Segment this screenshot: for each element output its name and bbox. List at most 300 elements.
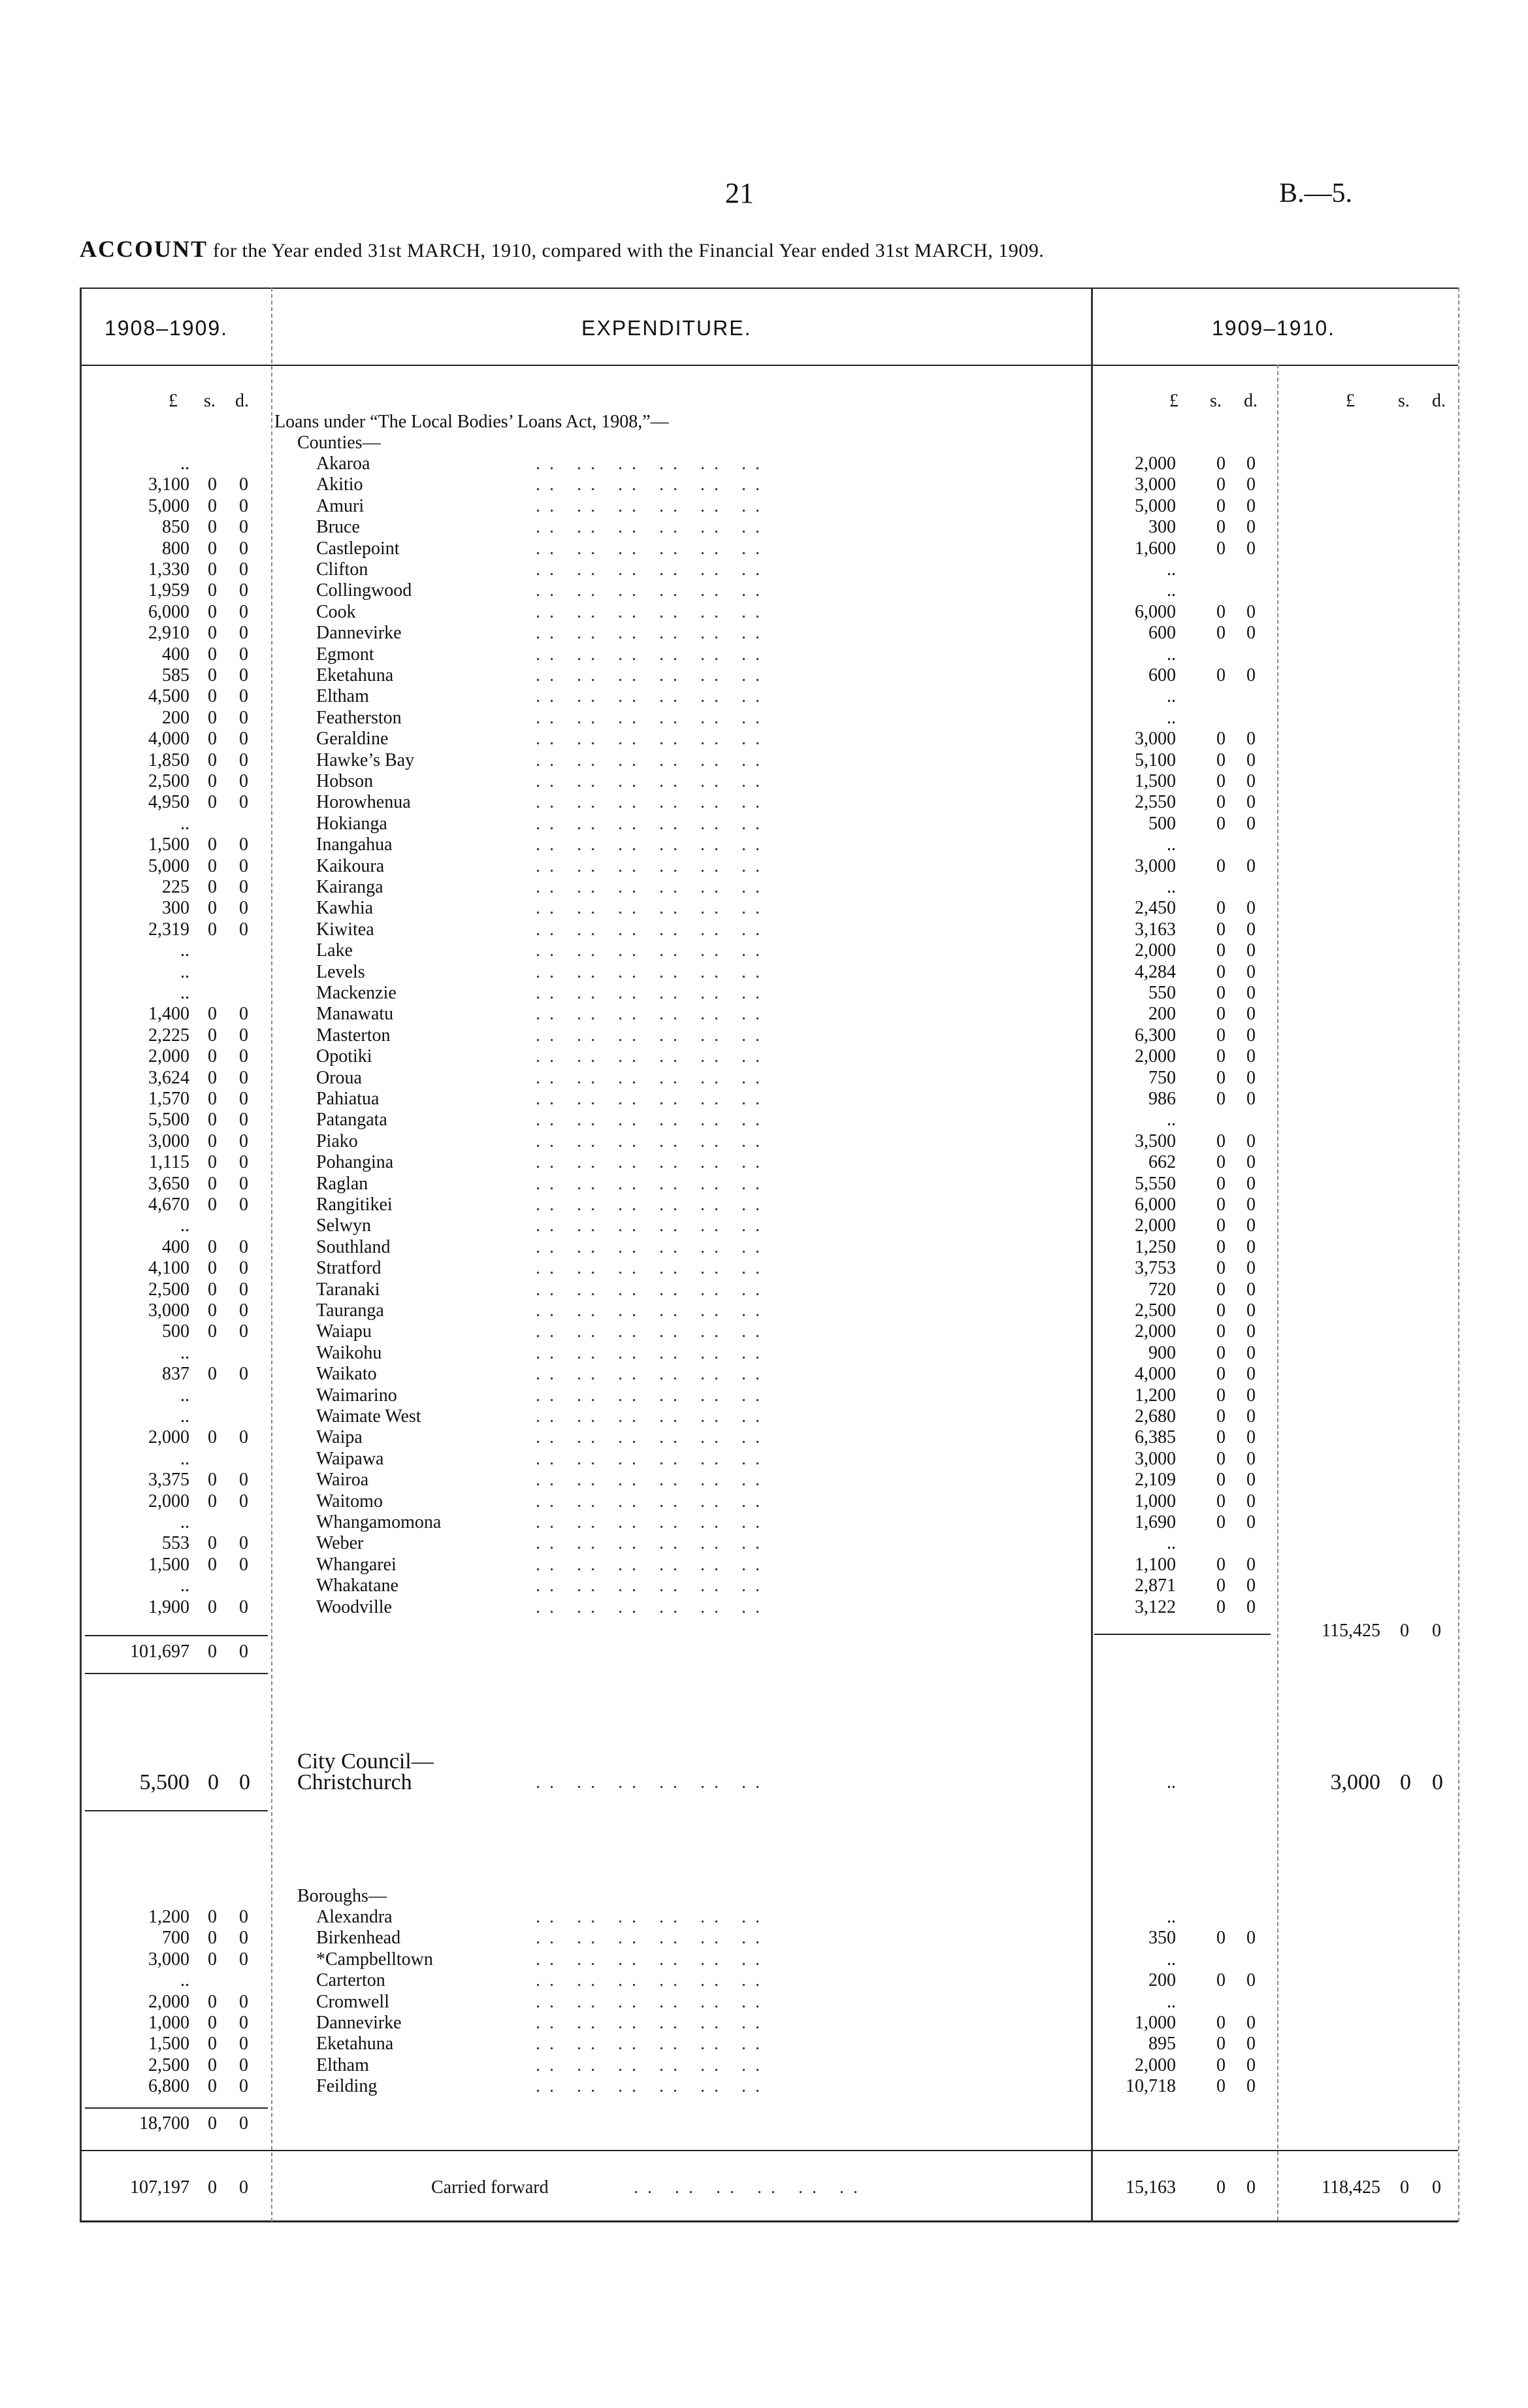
loans-heading: Loans under “The Local Bodies’ Loans Act, 1908,”—	[274, 412, 669, 432]
prev-pounds: 2,910	[148, 623, 189, 644]
dot-leader: .. .. .. .. .. ..	[536, 1491, 769, 1511]
county-row	[0, 983, 1528, 1004]
county-row	[0, 856, 1528, 877]
county-row	[0, 1533, 1528, 1554]
curr-pounds: 2,000	[1135, 1046, 1176, 1067]
prev-pounds: 1,115	[149, 1152, 189, 1173]
prev-pence: 0	[239, 834, 248, 855]
curr-pence: 0	[1246, 538, 1256, 559]
curr-pence: 0	[1246, 961, 1256, 982]
counties-total-prev-pounds: 101,697	[130, 1641, 189, 1662]
prev-pounds: 6,000	[148, 601, 189, 622]
curr-pounds: 200	[1148, 1970, 1176, 1991]
city-row	[0, 1772, 1528, 1793]
prev-pence: 0	[239, 686, 248, 707]
curr-shillings: 0	[1216, 1385, 1226, 1406]
curr-pence: 0	[1246, 1195, 1256, 1215]
dot-leader: .. .. .. .. .. ..	[536, 1596, 769, 1617]
prev-shillings: 0	[208, 1991, 217, 2012]
prev-pounds: ..	[180, 1342, 189, 1363]
dot-leader: .. .. .. .. .. ..	[536, 1554, 769, 1575]
city-prev-shillings: 0	[208, 1770, 219, 1794]
dot-leader: .. .. .. .. .. ..	[536, 580, 769, 601]
county-row	[0, 1385, 1528, 1406]
prev-shillings: 0	[208, 2034, 217, 2054]
curr-pence: 0	[1246, 1596, 1256, 1617]
curr-shillings: 0	[1216, 2013, 1226, 2033]
curr-pounds: 1,690	[1135, 1512, 1176, 1532]
curr-pence: 0	[1246, 1575, 1256, 1596]
prev-shillings: 0	[208, 1470, 217, 1491]
prev-pence: 0	[239, 1130, 248, 1151]
prev-shillings: 0	[208, 834, 217, 855]
prev-pounds: ..	[180, 454, 189, 474]
unit-pence-prev: d.	[235, 391, 249, 411]
curr-pence: 0	[1246, 1427, 1256, 1448]
prev-shillings: 0	[208, 559, 217, 580]
county-row	[0, 644, 1528, 665]
curr-shillings: 0	[1216, 961, 1226, 982]
prev-pence: 0	[239, 601, 248, 622]
curr-pounds: ..	[1167, 559, 1176, 580]
curr-pence: 0	[1246, 898, 1256, 919]
county-row	[0, 1364, 1528, 1385]
item-name: Waikato	[316, 1364, 377, 1385]
prev-pounds: ..	[180, 1215, 189, 1236]
curr-shillings: 0	[1216, 1554, 1226, 1575]
counties-total-curr-pence: 0	[1432, 1621, 1441, 1641]
counties-total-curr-shillings: 0	[1400, 1621, 1409, 1641]
dot-leader: .. .. .. .. .. ..	[536, 2013, 769, 2033]
curr-pounds: 5,550	[1135, 1173, 1176, 1194]
header-prev-year: 1908–1909.	[105, 316, 229, 340]
county-row	[0, 792, 1528, 813]
prev-shillings: 0	[208, 580, 217, 601]
item-name: Lake	[316, 940, 353, 961]
dot-leader: .. .. .. .. .. ..	[536, 1195, 769, 1215]
prev-pence: 0	[239, 1491, 248, 1511]
curr-pence: 0	[1246, 665, 1256, 685]
prev-shillings: 0	[208, 1004, 217, 1025]
unit-pound-prev: £	[169, 391, 178, 411]
curr-shillings: 0	[1216, 1448, 1226, 1469]
prev-pence: 0	[239, 1004, 248, 1025]
item-name: Waiapu	[316, 1321, 372, 1342]
curr-pounds: 895	[1148, 2034, 1176, 2054]
prev-pounds: 1,000	[148, 2013, 189, 2033]
curr-pounds: 3,000	[1135, 1448, 1176, 1469]
borough-row	[0, 1970, 1528, 1991]
prev-pounds: ..	[180, 1970, 189, 1991]
item-name: Opotiki	[316, 1046, 372, 1067]
dot-leader: .. .. .. .. .. ..	[536, 665, 769, 685]
page-number: 21	[725, 177, 754, 209]
curr-pence: 0	[1246, 2013, 1256, 2033]
prev-shillings: 0	[208, 1046, 217, 1067]
prev-pence: 0	[239, 771, 248, 791]
dot-leader: .. .. .. .. .. ..	[536, 1173, 769, 1194]
item-name: Clifton	[316, 559, 368, 580]
prev-pence: 0	[239, 2054, 248, 2075]
county-row	[0, 962, 1528, 983]
prev-shillings: 0	[208, 474, 217, 495]
curr-shillings: 0	[1216, 1300, 1226, 1321]
curr-pounds: 1,500	[1135, 771, 1176, 791]
dot-leader: .. .. .. .. .. ..	[536, 1046, 769, 1067]
curr-pence: 0	[1246, 1236, 1256, 1257]
boroughs-total-prev-pence: 0	[239, 2113, 248, 2134]
header-expenditure: EXPENDITURE.	[581, 316, 752, 340]
curr-shillings: 0	[1216, 1130, 1226, 1151]
curr-pounds: 3,000	[1135, 729, 1176, 750]
curr-shillings: 0	[1216, 1258, 1226, 1279]
county-row	[0, 1025, 1528, 1046]
dot-leader: .. .. .. .. .. ..	[536, 1215, 769, 1236]
curr-pence: 0	[1246, 1342, 1256, 1363]
boroughs-total-prev-row	[0, 2113, 1528, 2134]
prev-pounds: 700	[162, 1928, 189, 1949]
prev-pence: 0	[239, 1364, 248, 1385]
prev-pounds: ..	[180, 1385, 189, 1406]
county-row	[0, 1237, 1528, 1258]
curr-shillings: 0	[1216, 1089, 1226, 1109]
item-name: Featherston	[316, 707, 402, 728]
curr-shillings: 0	[1216, 1215, 1226, 1236]
curr-pounds: ..	[1167, 580, 1176, 601]
county-row	[0, 1046, 1528, 1067]
item-name: Oroua	[316, 1067, 362, 1088]
dot-leader: .. .. .. .. .. ..	[536, 729, 769, 750]
city-curr-pounds: ..	[1167, 1772, 1176, 1792]
carried-forward-label: Carried forward	[431, 2177, 549, 2198]
curr-pounds: 2,000	[1135, 940, 1176, 961]
prev-pounds: 1,500	[148, 2034, 189, 2054]
dot-leader: .. .. .. .. .. ..	[536, 792, 769, 813]
prev-pence: 0	[239, 1089, 248, 1109]
dot-leader: .. .. .. .. .. ..	[536, 686, 769, 707]
item-name: Cook	[316, 601, 356, 622]
prev-pence: 0	[239, 1258, 248, 1279]
curr-pounds: 1,250	[1135, 1236, 1176, 1257]
item-name: Pahiatua	[316, 1089, 380, 1109]
county-row	[0, 1575, 1528, 1596]
curr-shillings: 0	[1216, 771, 1226, 791]
curr-pounds: 10,718	[1126, 2076, 1176, 2097]
prev-pounds: 1,570	[148, 1089, 189, 1109]
prev-pounds: 4,670	[148, 1195, 189, 1215]
item-name: Amuri	[316, 495, 365, 516]
carried-total-pence: 0	[1432, 2177, 1441, 2198]
curr-pounds: 6,300	[1135, 1025, 1176, 1046]
prev-pence: 0	[239, 1173, 248, 1194]
borough-row	[0, 1992, 1528, 2013]
curr-pounds: 600	[1148, 623, 1176, 644]
unit-pence-total: d.	[1432, 391, 1446, 411]
dot-leader: .. .. .. .. .. ..	[536, 2054, 769, 2075]
county-row	[0, 1470, 1528, 1491]
city-prev-pence: 0	[239, 1770, 250, 1794]
dot-leader: .. .. .. .. .. ..	[536, 1152, 769, 1173]
prev-pence: 0	[239, 1067, 248, 1088]
prev-pence: 0	[239, 1907, 248, 1927]
prev-pounds: 1,900	[148, 1596, 189, 1617]
curr-pounds: 300	[1148, 517, 1176, 538]
curr-shillings: 0	[1216, 1575, 1226, 1596]
carried-curr-shillings: 0	[1216, 2177, 1226, 2198]
carried-leader: .. .. .. .. .. ..	[634, 2177, 867, 2198]
prev-pounds: 5,000	[148, 495, 189, 516]
prev-pence: 0	[239, 750, 248, 770]
prev-pounds: 5,500	[148, 1110, 189, 1130]
curr-shillings: 0	[1216, 1173, 1226, 1194]
city-name: Christchurch	[297, 1770, 412, 1794]
curr-pence: 0	[1246, 1491, 1256, 1511]
item-name: Hawke’s Bay	[316, 750, 415, 770]
prev-pence: 0	[239, 2034, 248, 2054]
curr-pounds: 6,000	[1135, 601, 1176, 622]
prev-pence: 0	[239, 1928, 248, 1949]
dot-leader: .. .. .. .. .. ..	[536, 623, 769, 644]
county-row	[0, 454, 1528, 474]
carried-total-pounds: 118,425	[1322, 2177, 1380, 2198]
item-name: Bruce	[316, 517, 360, 538]
prev-shillings: 0	[208, 1152, 217, 1173]
prev-shillings: 0	[208, 1533, 217, 1554]
curr-shillings: 0	[1216, 983, 1226, 1003]
prev-pounds: 4,000	[148, 729, 189, 750]
item-name: Tauranga	[316, 1300, 384, 1321]
curr-pounds: 2,000	[1135, 1321, 1176, 1342]
prev-pence: 0	[239, 1195, 248, 1215]
dot-leader: .. .. .. .. .. ..	[536, 1470, 769, 1491]
dot-leader: .. .. .. .. .. ..	[536, 1279, 769, 1300]
curr-pence: 0	[1246, 771, 1256, 791]
curr-pence: 0	[1246, 813, 1256, 834]
item-name: Stratford	[316, 1258, 382, 1279]
curr-pounds: 1,000	[1135, 2013, 1176, 2033]
item-name: Mackenzie	[316, 983, 397, 1003]
prev-pounds: 1,959	[148, 580, 189, 601]
prev-pounds: ..	[180, 1406, 189, 1427]
prev-pence: 0	[239, 2076, 248, 2097]
curr-shillings: 0	[1216, 1236, 1226, 1257]
dot-leader: .. .. .. .. .. ..	[536, 1575, 769, 1596]
curr-shillings: 0	[1216, 792, 1226, 813]
prev-pounds: 1,500	[148, 1554, 189, 1575]
item-name: Selwyn	[316, 1215, 371, 1236]
counties-total-curr-pounds: 115,425	[1322, 1621, 1380, 1641]
borough-row	[0, 2055, 1528, 2076]
unit-pound-curr: £	[1169, 391, 1179, 411]
prev-shillings: 0	[208, 729, 217, 750]
curr-shillings: 0	[1216, 1195, 1226, 1215]
curr-shillings: 0	[1216, 919, 1226, 940]
curr-pounds: 4,000	[1135, 1364, 1176, 1385]
county-row	[0, 771, 1528, 792]
prev-pence: 0	[239, 517, 248, 538]
county-row	[0, 623, 1528, 644]
curr-pounds: ..	[1167, 1991, 1176, 2012]
prev-pence: 0	[239, 474, 248, 495]
dot-leader: .. .. .. .. .. ..	[536, 454, 769, 474]
item-name: *Campbelltown	[316, 1949, 433, 1970]
prev-pence: 0	[239, 1321, 248, 1342]
curr-pounds: 1,200	[1135, 1385, 1176, 1406]
item-name: Masterton	[316, 1025, 391, 1046]
item-name: Feilding	[316, 2076, 378, 2097]
item-name: Weber	[316, 1533, 364, 1554]
curr-pounds: ..	[1167, 644, 1176, 665]
prev-shillings: 0	[208, 707, 217, 728]
county-row	[0, 1131, 1528, 1152]
prev-shillings: 0	[208, 623, 217, 644]
boroughs-total-prev-shillings: 0	[208, 2113, 217, 2134]
carried-total-shillings: 0	[1400, 2177, 1409, 2198]
curr-shillings: 0	[1216, 517, 1226, 538]
county-row	[0, 1110, 1528, 1130]
carried-curr-pence: 0	[1246, 2177, 1256, 2198]
item-name: Piako	[316, 1130, 358, 1151]
curr-shillings: 0	[1216, 1046, 1226, 1067]
boroughs-heading-row	[0, 1886, 1528, 1907]
dot-leader: .. .. .. .. .. ..	[536, 474, 769, 495]
dot-leader: .. .. .. .. .. ..	[536, 750, 769, 770]
item-name: Woodville	[316, 1596, 392, 1617]
item-name: Geraldine	[316, 729, 389, 750]
item-name: Egmont	[316, 644, 374, 665]
prev-shillings: 0	[208, 1110, 217, 1130]
dot-leader: .. .. .. .. .. ..	[536, 1025, 769, 1046]
carried-prev-shillings: 0	[208, 2177, 217, 2198]
curr-pence: 0	[1246, 1215, 1256, 1236]
curr-pounds: ..	[1167, 686, 1176, 707]
item-name: Pohangina	[316, 1152, 394, 1173]
prev-shillings: 0	[208, 538, 217, 559]
dot-leader: .. .. .. .. .. ..	[536, 1089, 769, 1109]
counties-total-prev-row	[0, 1641, 1528, 1662]
curr-pounds: 1,100	[1135, 1554, 1176, 1575]
rule-top	[80, 288, 1458, 289]
curr-shillings: 0	[1216, 623, 1226, 644]
prev-pounds: 553	[162, 1533, 189, 1554]
curr-shillings: 0	[1216, 729, 1226, 750]
curr-pence: 0	[1246, 729, 1256, 750]
curr-shillings: 0	[1216, 495, 1226, 516]
prev-shillings: 0	[208, 2054, 217, 2075]
rule-header	[80, 365, 1458, 366]
prev-pounds: 2,225	[148, 1025, 189, 1046]
prev-shillings: 0	[208, 601, 217, 622]
dot-leader: .. .. .. .. .. ..	[536, 1991, 769, 2012]
curr-pence: 0	[1246, 1173, 1256, 1194]
county-row	[0, 750, 1528, 771]
curr-pence: 0	[1246, 1258, 1256, 1279]
prev-pounds: 3,100	[148, 474, 189, 495]
curr-shillings: 0	[1216, 1491, 1226, 1511]
curr-pence: 0	[1246, 1046, 1256, 1067]
county-row	[0, 1004, 1528, 1025]
item-name: Kairanga	[316, 877, 383, 897]
curr-shillings: 0	[1216, 940, 1226, 961]
prev-pounds: 4,100	[148, 1258, 189, 1279]
curr-pounds: 350	[1148, 1928, 1176, 1949]
prev-shillings: 0	[208, 877, 217, 897]
borough-row	[0, 2076, 1528, 2097]
county-row	[0, 1512, 1528, 1533]
county-row	[0, 1174, 1528, 1195]
dot-leader: .. .. .. .. .. ..	[536, 2034, 769, 2054]
prev-pence: 0	[239, 1554, 248, 1575]
curr-pence: 0	[1246, 1970, 1256, 1991]
prev-pounds: 1,330	[148, 559, 189, 580]
prev-pence: 0	[239, 919, 248, 940]
dot-leader: .. .. .. .. .. ..	[536, 813, 769, 834]
curr-pence: 0	[1246, 792, 1256, 813]
curr-pence: 0	[1246, 474, 1256, 495]
prev-shillings: 0	[208, 1300, 217, 1321]
prev-pounds: ..	[180, 1575, 189, 1596]
curr-shillings: 0	[1216, 454, 1226, 474]
curr-pounds: 2,109	[1135, 1470, 1176, 1491]
city-leader: .. .. .. .. .. ..	[536, 1772, 769, 1792]
curr-pounds: 720	[1148, 1279, 1176, 1300]
dot-leader: .. .. .. .. .. ..	[536, 1236, 769, 1257]
curr-pence: 0	[1246, 2054, 1256, 2075]
prev-pounds: 3,000	[148, 1130, 189, 1151]
curr-pounds: 750	[1148, 1067, 1176, 1088]
prev-pence: 0	[239, 1991, 248, 2012]
item-name: Birkenhead	[316, 1928, 401, 1949]
curr-pounds: 200	[1148, 1004, 1176, 1025]
dot-leader: .. .. .. .. .. ..	[536, 1970, 769, 1991]
county-row	[0, 1343, 1528, 1364]
prev-pounds: 2,000	[148, 1991, 189, 2012]
curr-pence: 0	[1246, 855, 1256, 876]
curr-pounds: 2,000	[1135, 2054, 1176, 2075]
counties-total-curr-row	[0, 1621, 1528, 1641]
item-name: Manawatu	[316, 1004, 394, 1025]
item-name: Collingwood	[316, 580, 412, 601]
item-name: Kaikoura	[316, 855, 385, 876]
dot-leader: .. .. .. .. .. ..	[536, 961, 769, 982]
item-name: Patangata	[316, 1110, 387, 1130]
dot-leader: .. .. .. .. .. ..	[536, 1928, 769, 1949]
prev-pounds: ..	[180, 940, 189, 961]
item-name: Waipa	[316, 1427, 363, 1448]
curr-pence: 0	[1246, 1512, 1256, 1532]
borough-row	[0, 2034, 1528, 2054]
county-row	[0, 1555, 1528, 1575]
curr-pounds: 3,163	[1135, 919, 1176, 940]
prev-pounds: 2,319	[148, 919, 189, 940]
unit-shilling-prev: s.	[204, 391, 216, 411]
dot-leader: .. .. .. .. .. ..	[536, 707, 769, 728]
curr-pounds: ..	[1167, 834, 1176, 855]
curr-shillings: 0	[1216, 474, 1226, 495]
curr-pounds: 2,000	[1135, 1215, 1176, 1236]
item-name: Levels	[316, 961, 365, 982]
item-name: Dannevirke	[316, 623, 402, 644]
county-row	[0, 602, 1528, 623]
curr-pounds: ..	[1167, 1907, 1176, 1927]
curr-pence: 0	[1246, 1385, 1256, 1406]
dot-leader: .. .. .. .. .. ..	[536, 601, 769, 622]
prev-pounds: 3,000	[148, 1300, 189, 1321]
prev-shillings: 0	[208, 1321, 217, 1342]
county-row	[0, 1406, 1528, 1427]
prev-shillings: 0	[208, 1195, 217, 1215]
county-row	[0, 877, 1528, 898]
